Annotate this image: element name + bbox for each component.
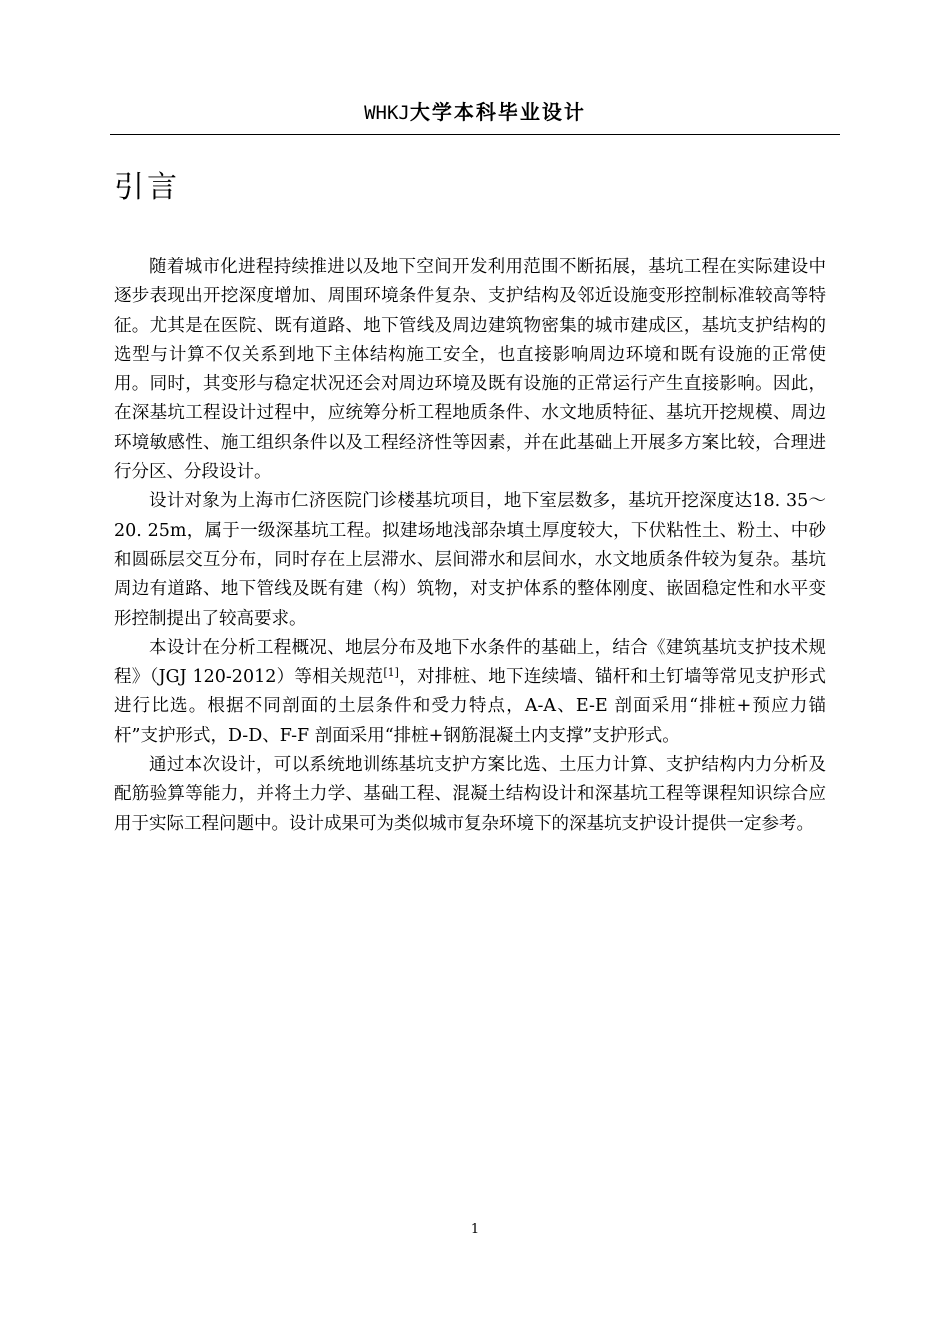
paragraph-2: 设计对象为上海市仁济医院门诊楼基坑项目，地下室层数多，基坑开挖深度达18. 35～20. 25m，属于一级深基坑工程。拟建场地浅部杂填土厚度较大，下伏粘性土、粉土、中砂和圆砾层交互分布，同时存在上层滞水、层间滞水和层间水，水文地质条件较为复杂。基坑周边有道路、地下管线及既有建（构）筑物，对支护体系的整体刚度、嵌固稳定性和水平变形控制提出了较高要求。 [114, 491, 826, 629]
section-title: 引言 [114, 170, 180, 205]
body-text [114, 253, 826, 839]
header-title [110, 96, 840, 125]
paragraph-3-text-before: 本设计在分析工程概况、地层分布及地下水条件的基础上，结合《建筑基坑支护技术规程》（JGJ 120-2012）等相关规范 [114, 637, 826, 688]
page-number: 1 [470, 1222, 480, 1237]
paragraph-4: 通过本次设计，可以系统地训练基坑支护方案比选、土压力计算、支护结构内力分析及配筋验算等能力，并将土力学、基础工程、混凝土结构设计和深基坑工程等课程知识综合应用于实际工程问题中。设计成果可为类似城市复杂环境下的深基坑支护设计提供一定参考。 [114, 755, 826, 834]
paragraph-1: 随着城市化进程持续推进以及地下空间开发利用范围不断拓展，基坑工程在实际建设中逐步表现出开挖深度增加、周围环境条件复杂、支护结构及邻近设施变形控制标准较高等特征。尤其是在医院、既有道路、地下管线及周边建筑物密集的城市建成区，基坑支护结构的选型与计算不仅关系到地下主体结构施工安全，也直接影响周边环境和既有设施的正常使用。同时，其变形与稳定状况还会对周边环境及既有设施的正常运行产生直接影响。因此，在深基坑工程设计过程中，应统筹分析工程地质条件、水文地质特征、基坑开挖规模、周边环境敏感性、施工组织条件以及工程经济性等因素，并在此基础上开展多方案比较，合理进行分区、分段设计。 [114, 257, 826, 483]
paragraph-3 [114, 634, 826, 751]
citation-reference: [1] [383, 666, 399, 680]
page-header [110, 88, 840, 135]
header-title-cjk: 大学本科毕业设计 [409, 100, 586, 124]
header-title-latin: WHKJ [364, 102, 410, 124]
paragraph-3-text-after: ，对排桩、地下连续墙、锚杆和土钉墙等常见支护形式进行比选。根据不同剖面的土层条件和受力特点，A-A、E-E 剖面采用“排桩+预应力锚杆”支护形式，D-D、F-F 剖面采用“排桩+钢筋混凝土内支撑”支护形式。 [114, 667, 826, 746]
